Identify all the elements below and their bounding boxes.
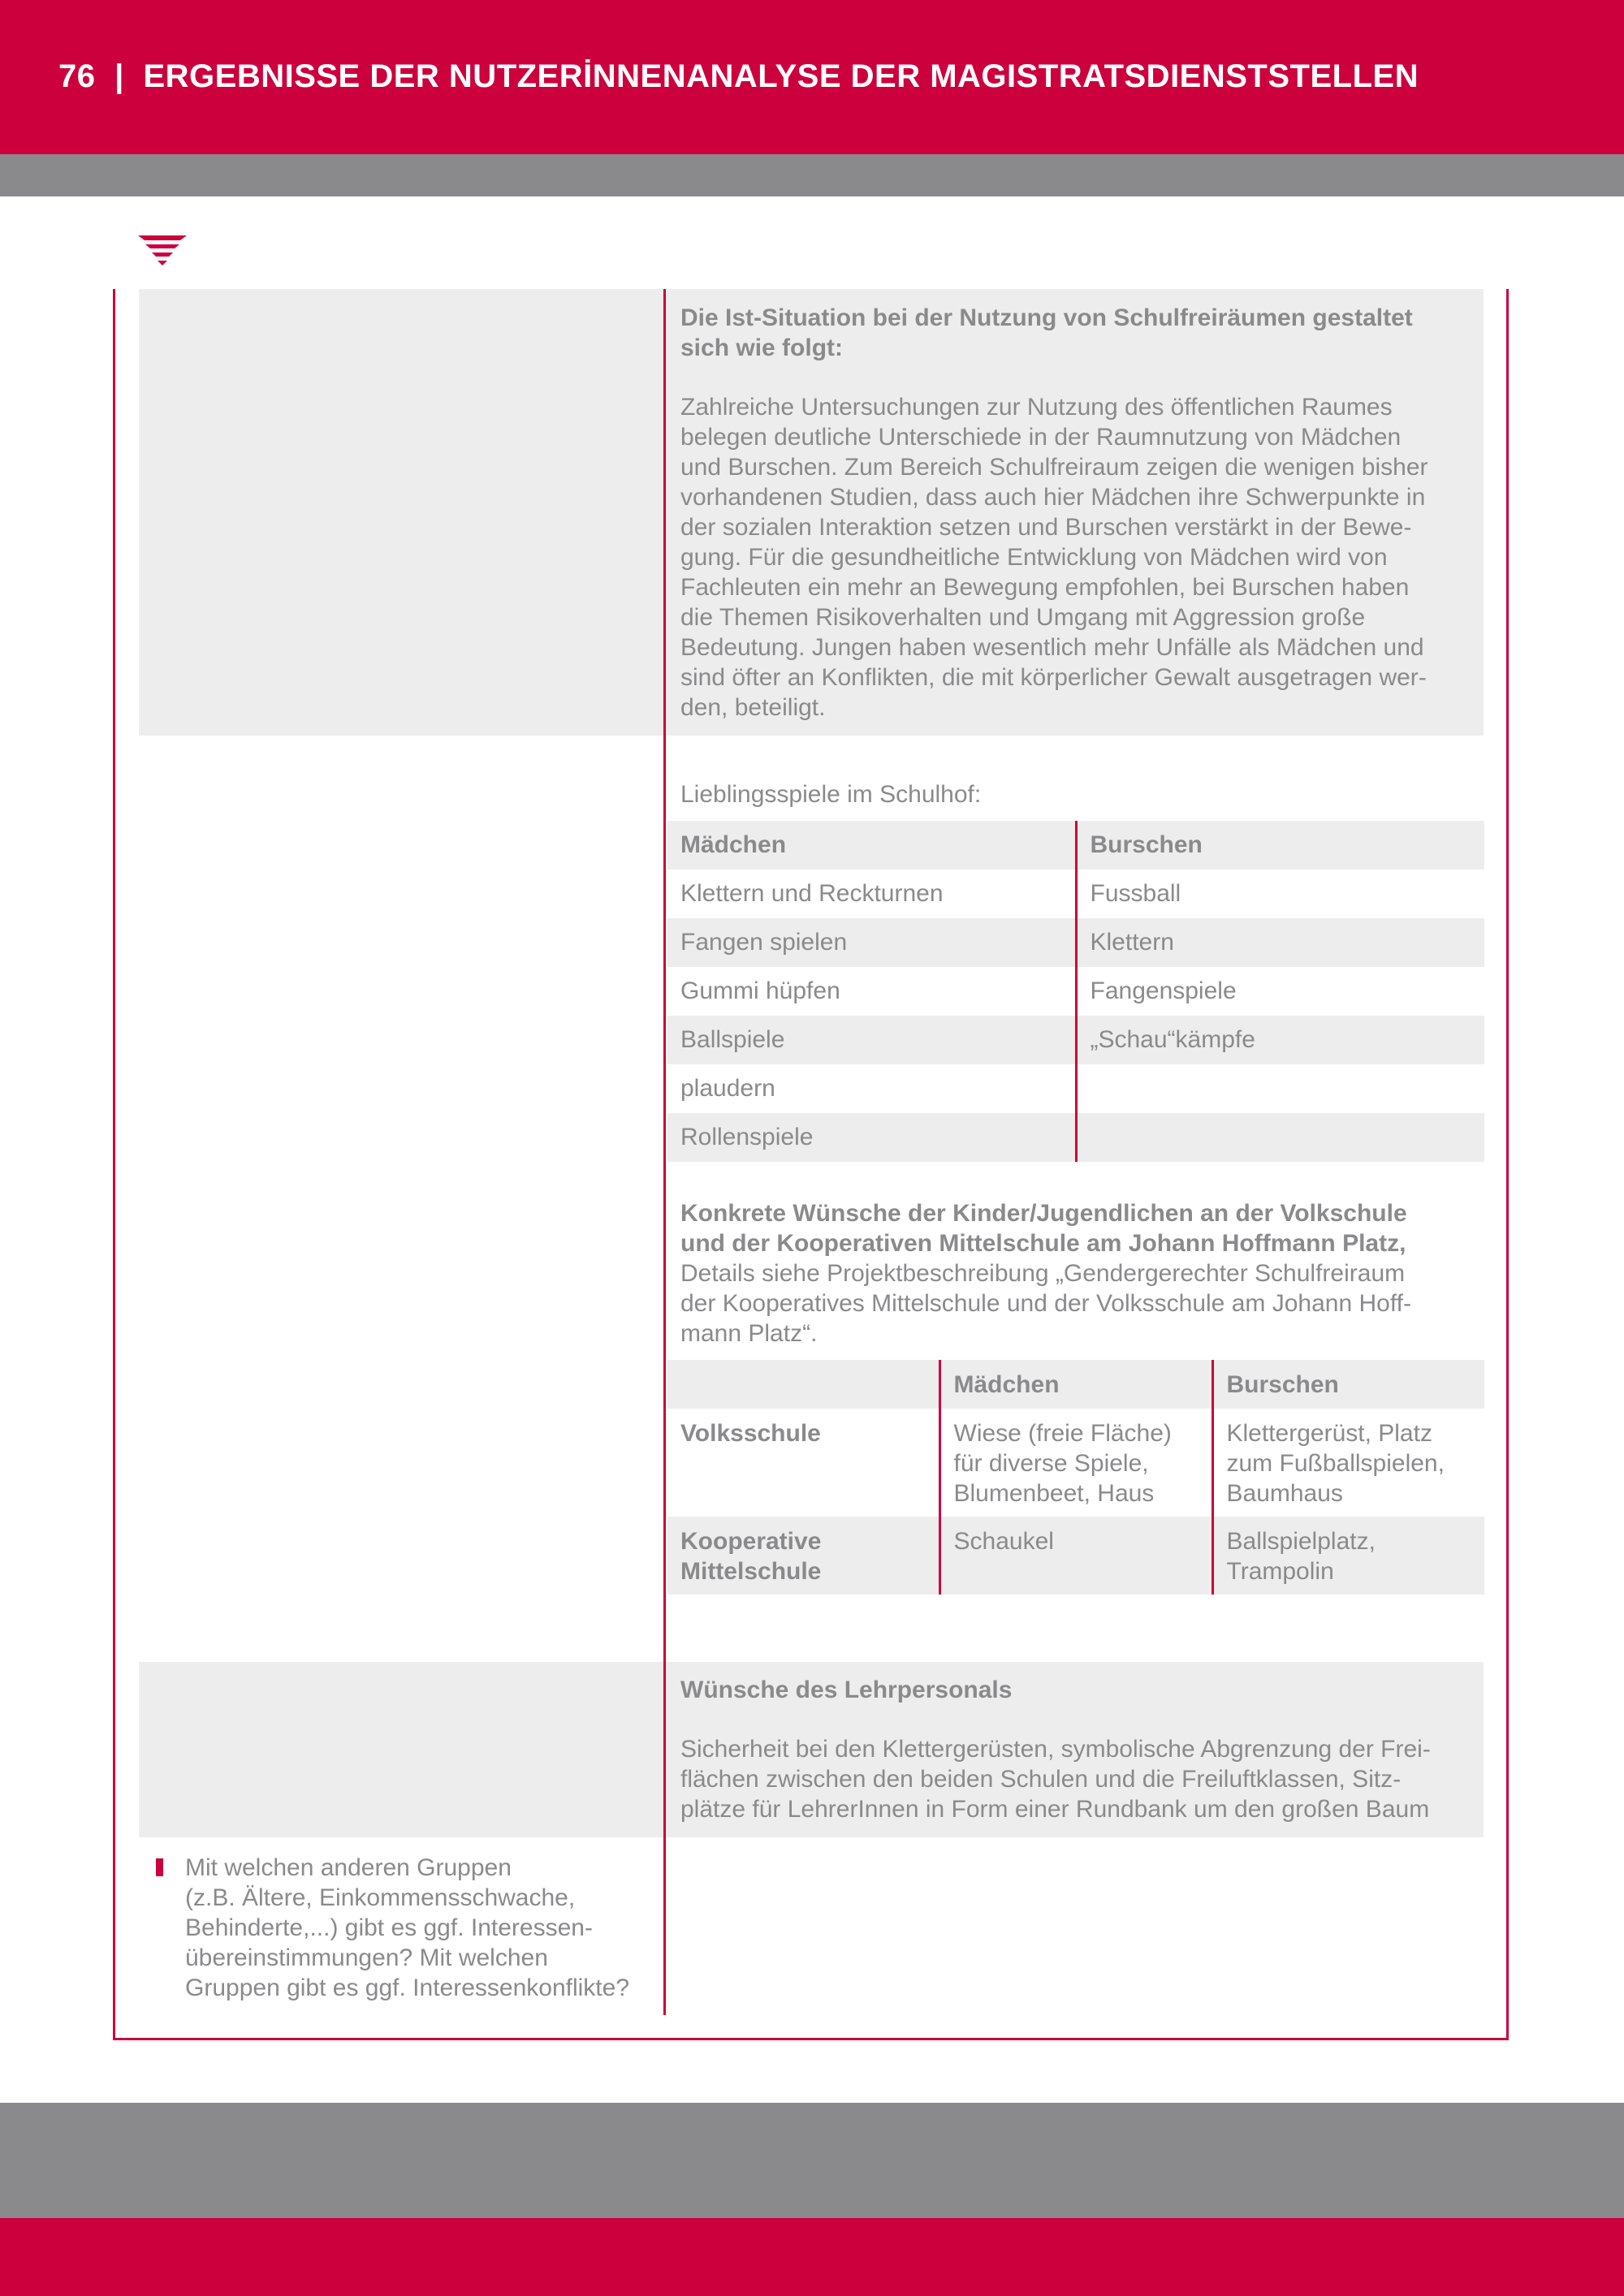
table-cell: Ballspielplatz, Trampolin bbox=[1212, 1517, 1484, 1595]
page-header bbox=[58, 58, 1419, 95]
teachers-heading: Wünsche des Lehrpersonals bbox=[680, 1677, 1013, 1703]
table-row bbox=[667, 1064, 1484, 1113]
table-cell: Klettergerüst, Platz zum Fußballspielen, Baumhaus bbox=[1226, 1420, 1445, 1507]
page-number: 76 bbox=[58, 58, 96, 94]
table-cell: Fangen spielen bbox=[667, 918, 1076, 967]
table-header-boys: Burschen bbox=[1212, 1360, 1484, 1409]
table-row bbox=[667, 1016, 1484, 1064]
frame-bottom-border bbox=[113, 2038, 1509, 2040]
wishes-table bbox=[667, 1360, 1484, 1595]
table-row bbox=[667, 870, 1484, 918]
table-cell: Wiese (freie Fläche) für diverse Spiele, Blumenbeet, Haus bbox=[939, 1409, 1212, 1517]
page-title: ERGEBNISSE DER NUTZERİNNENANALYSE DER MAGISTRATSDIENSTSTELLEN bbox=[143, 58, 1419, 94]
table-cell: „Schau“kämpfe bbox=[1076, 1016, 1484, 1064]
table-header-girls: Mädchen bbox=[939, 1360, 1212, 1409]
table-header-row bbox=[667, 1360, 1484, 1409]
column-divider bbox=[663, 289, 666, 2015]
question-text: Mit welchen anderen Gruppen (z.B. Ältere, Einkommensschwache, Behinderte,...) gibt es ggf. Interessen- übereinstimmungen? Mit welchen Gruppen gibt es ggf. Interessenkonflikte? bbox=[185, 1854, 630, 2001]
table-cell: Ballspiele bbox=[667, 1016, 1076, 1064]
triangle-stripes-logo-icon bbox=[138, 235, 187, 271]
table-cell: Fussball bbox=[1090, 880, 1181, 907]
table-cell: Rollenspiele bbox=[667, 1113, 1076, 1162]
wishes-paragraph: Konkrete Wünsche der Kinder/Jugendlichen an der Volkschule und der Kooperativen Mittelschule am Johann Hoffmann Platz, Details siehe Projektbeschreibung „Gendergerechter Schulfreiraum der Kooperatives Mittelschule und der Volksschule am Johann Hoff- mann Platz“. bbox=[680, 1200, 1411, 1347]
table-cell: Klettern bbox=[1076, 918, 1484, 967]
table-header-row bbox=[667, 821, 1484, 870]
table-cell: plaudern bbox=[667, 1064, 1076, 1113]
table-cell: Klettern und Reckturnen bbox=[667, 870, 1076, 918]
games-caption: Lieblingsspiele im Schulhof: bbox=[680, 781, 982, 808]
frame-right-border bbox=[1506, 289, 1509, 2040]
table-row bbox=[667, 1113, 1484, 1162]
footer-red-band bbox=[0, 2218, 1624, 2296]
row-label: Volksschule bbox=[667, 1409, 939, 1517]
table-header-girls: Mädchen bbox=[667, 821, 1076, 870]
bullet-marker bbox=[156, 1858, 163, 1876]
table-cell bbox=[1076, 1064, 1484, 1113]
table-row bbox=[667, 918, 1484, 967]
header-separator: | bbox=[114, 58, 124, 94]
table-row bbox=[667, 967, 1484, 1016]
section1-body: Zahlreiche Untersuchungen zur Nutzung des öffentlichen Raumes belegen deutliche Unterschiede in der Raumnutzung von Mädchen und Burschen. Zum Bereich Schulfreiraum zeigen die wenigen bisher vorhandenen Studien, dass auch hier Mädchen ihre Schwerpunkte in der sozialen Interaktion setzen und Burschen verstärkt in der Bewe- gung. Für die gesundheitliche Entwicklung von Mädchen wird von Fachleuten ein mehr an Bewegung empfohlen, bei Burschen haben die Themen Risikoverhalten und Umgang mit Aggression große Bedeutung. Jungen haben wesentlich mehr Unfälle als Mädchen und sind öfter an Konflikten, die mit körperlicher Gewalt ausgetragen wer- den, beteiligt. bbox=[680, 394, 1428, 721]
header-grey-band bbox=[0, 154, 1624, 196]
table-row bbox=[667, 1409, 1484, 1517]
table-header-empty bbox=[667, 1360, 939, 1409]
table-header-boys: Burschen bbox=[1076, 821, 1484, 870]
table-row bbox=[667, 1517, 1484, 1595]
table-cell: Fangenspiele bbox=[1090, 978, 1237, 1004]
section1-heading: Die Ist-Situation bei der Nutzung von Schulfreiräumen gestaltet sich wie folgt: bbox=[680, 304, 1413, 361]
frame-left-border bbox=[113, 289, 115, 2040]
table-cell: Schaukel bbox=[939, 1517, 1212, 1595]
row-label: Kooperative Mittelschule bbox=[667, 1517, 939, 1595]
teachers-body: Sicherheit bei den Klettergerüsten, symbolische Abgrenzung der Frei- flächen zwischen den beiden Schulen und die Freiluftklassen, Sitz- plätze für LehrerInnen in Form einer Rundbank um den großen Baum bbox=[680, 1736, 1431, 1823]
games-table bbox=[667, 821, 1484, 1162]
table-cell bbox=[1076, 1113, 1484, 1162]
footer-grey-band bbox=[0, 2103, 1624, 2218]
table-cell: Gummi hüpfen bbox=[667, 967, 1076, 1016]
